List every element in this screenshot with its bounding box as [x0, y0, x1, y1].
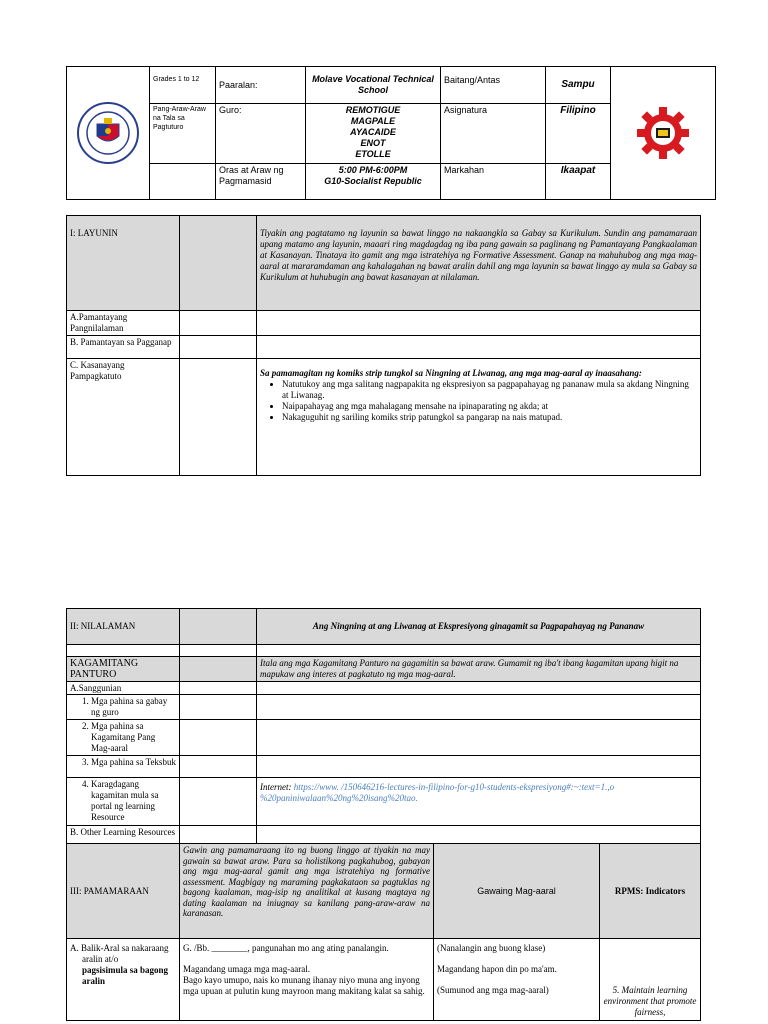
rpms-header: RPMS: Indicators: [600, 844, 701, 939]
paaralan-label: Paaralan:: [216, 67, 306, 104]
empty-cell: [257, 311, 701, 336]
empty-cell: [257, 336, 701, 359]
nilalaman-title: II: NILALAMAN: [67, 609, 180, 645]
empty-cell: [180, 311, 257, 336]
header-table: [66, 66, 716, 200]
deped-seal-cell: [67, 67, 150, 200]
empty-cell: [180, 657, 257, 682]
gawain-header: Gawaing Mag-aaral: [434, 844, 600, 939]
pamantayang-pangnilalaman-label: A.Pamantayang Pangnilalaman: [67, 311, 180, 336]
resource-item: [67, 695, 180, 720]
teacher-line: Magandang umaga mga mag-aaral.: [183, 964, 310, 974]
markahan-value: Ikaapat: [546, 164, 611, 200]
kagamitan-label: KAGAMITANG PANTURO: [67, 657, 180, 682]
list-item: 4. Karagdagang kagamitan mula sa portal ng learning Resource: [91, 779, 176, 823]
empty-cell: [150, 164, 216, 200]
oras-section: G10-Socialist Republic: [324, 176, 422, 186]
list-item: • Natutukoy ang mga salitang nagpapakita ng ekspresiyon sa pagpapahayag ng pananaw mula sa akdang Ningning at Liwanag.: [282, 379, 697, 401]
empty-cell: [257, 682, 701, 695]
guro-name: ETOLLE: [355, 149, 391, 159]
teacher-activity: [180, 939, 434, 1021]
rpms-line: 5. Maintain learning environment that promote fairness,: [603, 985, 697, 1017]
empty-cell: [257, 645, 701, 657]
empty-cell: [257, 695, 701, 720]
balik-aral-text: A. Balik-Aral sa nakaraang aralin at/o: [70, 943, 169, 964]
kasanayang-pampagkatuto-label: C. Kasanayang Pampagkatuto: [67, 359, 180, 476]
school-logo-cell: [611, 67, 716, 200]
layunin-intro: Tiyakin ang pagtatamo ng layunin sa bawat linggo na nakaangkla sa Gabay sa Kurikulum. Sundin ang pamamaraan upang matamo ang layunin, maaari ring magdagdag ng iba pang gawain sa paglinang ng Pamantayang Pangkaalaman at Kasanayan. Tinataya ito gamit ang mga istratehiya ng Formative Assessment. Ganap na mahuhubog ang mga mag-aaral at mararamdaman ang kahalagahan ng bawat aralin dahil ang mga layunin sa bawat linggo ay mula sa Gabay sa Kurikulum at huhubugin ang bawat kasanayan at nilalaman.: [257, 216, 701, 311]
internet-label: Internet:: [260, 782, 292, 792]
school-gear-logo-icon: [637, 107, 689, 159]
internet-link[interactable]: https://www. /150646216-lectures-in-filipino-for-g10-students-ekspresiyong#:~:text=1.,o %20paniniwalaan%20ng%20isang%20tao.: [260, 782, 615, 803]
layunin-title: I: LAYUNIN: [67, 216, 180, 311]
list-item: 2. Mga pahina sa Kagamitang Pang Mag-aaral: [91, 721, 176, 754]
sanggunian-label: A.Sanggunian: [67, 682, 180, 695]
layunin-table: [66, 215, 701, 476]
deped-seal-icon: [77, 102, 139, 164]
other-resources-label: B. Other Learning Resources: [67, 826, 180, 850]
empty-cell: [180, 645, 257, 657]
list-item: • Nakaguguhit ng sariling komiks strip patungkol sa pangarap na nais matupad.: [282, 412, 697, 423]
nilalaman-table: [66, 608, 701, 850]
empty-cell: [180, 682, 257, 695]
pamamaraan-table: [66, 843, 701, 1021]
list-item: 1. Mga pahina sa gabay ng guro: [91, 696, 176, 718]
empty-cell: [180, 778, 257, 826]
empty-cell: [180, 609, 257, 645]
baitang-value: Sampu: [546, 67, 611, 104]
guro-name: REMOTIGUE: [345, 105, 401, 115]
guro-name: AYACAIDE: [350, 127, 396, 137]
paaralan-value: Molave Vocational Technical School: [306, 67, 441, 104]
student-line: (Nanalangin ang buong klase): [437, 943, 546, 953]
oras-label: Oras at Araw ng Pagmamasid: [216, 164, 306, 200]
guro-name: ENOT: [360, 138, 386, 148]
oras-value: [306, 164, 441, 200]
empty-cell: [180, 695, 257, 720]
pamamaraan-title: III: PAMAMARAAN: [67, 844, 180, 939]
nilalaman-topic: Ang Ningning at ang Liwanag at Ekspresiyong ginagamit sa Pagpapahayag ng Pananaw: [257, 609, 701, 645]
empty-cell: [180, 359, 257, 476]
markahan-label: Markahan: [441, 164, 546, 200]
kagamitan-text: Itala ang mga Kagamitang Panturo na gagamitin sa bawat araw. Gumamit ng iba't ibang kagamitan upang higit na mapukaw ang interes at pagkatuto ng mga mag-aaral.: [257, 657, 701, 682]
pamamaraan-intro: Gawin ang pamamaraang ito ng buong linggo at tiyakin na may gawain sa bawat araw. Para sa holistikong pagkahubog, gabayan ang mga mag-aaral gamit ang mga istratehiya ng formative assessment. Magbigay ng maraming pagkakataon sa pagtuklas ng bagong kaalaman, mag-isip ng analitikal at kusang magtaya ng dating kaalaman na iniugnay sa kanilang pang-araw-araw na karanasan.: [180, 844, 434, 939]
baitang-label: Baitang/Antas: [441, 67, 546, 104]
guro-values: [306, 104, 441, 164]
resource-item: [67, 778, 180, 826]
empty-cell: [257, 756, 701, 778]
pamantayan-sa-pagganap-label: B. Pamantayan sa Pagganap: [67, 336, 180, 359]
student-line: (Sumunod ang mga mag-aaral): [437, 985, 549, 995]
teacher-line: Bago kayo umupo, nais ko munang ihanay niyo muna ang inyong mga upuan at pulutin kung mayroon mang makitang kalat sa sahig.: [183, 975, 425, 996]
guro-name: MAGPALE: [350, 116, 396, 126]
asignatura-label: Asignatura: [441, 104, 546, 164]
guro-label: Guro:: [216, 104, 306, 164]
empty-cell: [180, 336, 257, 359]
grades-label: Grades 1 to 12: [150, 67, 216, 104]
list-item: • Naipapahayag ang mga mahalagang mensahe na ipinaparating ng akda; at: [282, 401, 697, 412]
internet-resource: [257, 778, 701, 826]
balik-aral-label: [67, 939, 180, 1021]
list-item: 3. Mga pahina sa Teksbuk: [91, 757, 176, 768]
student-activity: [434, 939, 600, 1021]
bagong-aralin-text: pagsisimula sa bagong aralin: [82, 965, 169, 986]
resource-item: [67, 720, 180, 756]
empty-cell: [180, 756, 257, 778]
student-line: Magandang hapon din po ma'am.: [437, 964, 557, 974]
teacher-line: G. /Bb. ________, pangunahan mo ang ating panalangin.: [183, 943, 389, 953]
rpms-indicator: [600, 939, 701, 1021]
empty-cell: [180, 216, 257, 311]
empty-cell: [257, 720, 701, 756]
asignatura-value: Filipino: [546, 104, 611, 164]
kasanayan-list: [260, 379, 697, 423]
kasanayang-pampagkatuto-content: [257, 359, 701, 476]
empty-cell: [67, 645, 180, 657]
oras-time: 5:00 PM-6:00PM: [338, 165, 408, 175]
empty-cell: [180, 720, 257, 756]
dll-label: Pang-Araw-Araw na Tala sa Pagtuturo: [150, 104, 216, 164]
resource-item: [67, 756, 180, 778]
kasanayan-lead: Sa pamamagitan ng komiks strip tungkol sa Ningning at Liwanag, ang mga mag-aaral ay inaasahang:: [260, 368, 642, 378]
